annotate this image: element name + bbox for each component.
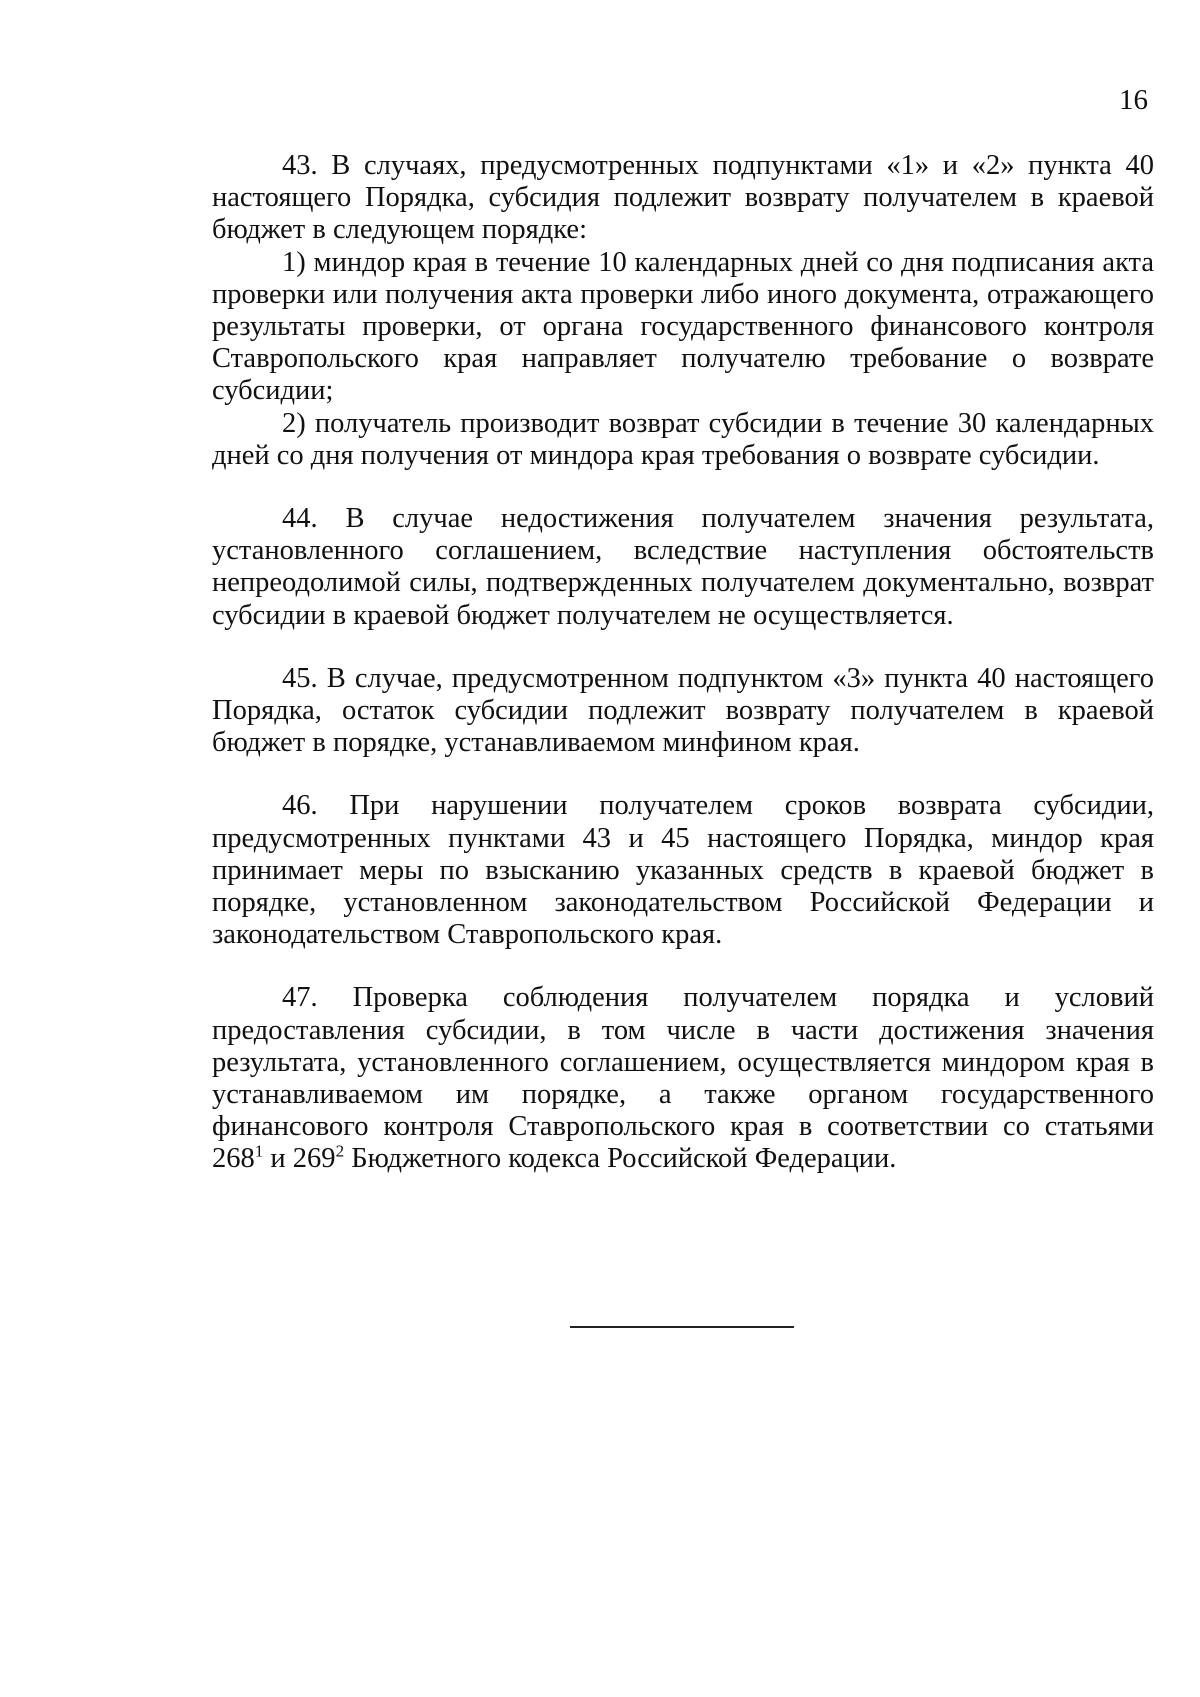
paragraph-45: 45. В случае, предусмотренном подпунктом «3» пункта 40 настоящего Порядка, остаток субсидии подлежит возврату получателем в краевой бюджет в порядке, устанавливаемом минфином края. (212, 662, 1154, 759)
paragraph-43-item-1: 1) миндор края в течение 10 календарных дней со дня подписания акта проверки или получения акта проверки либо иного документа, отражающего результаты проверки, от органа государственного финансового контроля Ставропольского края направляет получателю требование о возврате субсидии; (212, 246, 1154, 407)
paragraph-44: 44. В случае недостижения получателем значения результата, установленного соглашением, вследствие наступления обстоятельств непреодолимой силы, подтвержденных получателем документально, возврат субсидии в краевой бюджет получателем не осуществляется. (212, 503, 1154, 631)
end-separator-line (570, 1326, 794, 1328)
paragraph-47-text-middle: и 269 (263, 1143, 336, 1175)
paragraph-47-text-before: 47. Проверка соблюдения получателем порядка и условий предоставления субсидии, в том числе в части достижения значения результата, установленного соглашением, осуществляется миндором края в устанавливаемом им порядке, а также органом государственного финансового контроля Ставропольского края в соответствии со статьями 268 (212, 982, 1154, 1175)
paragraph-43-item-2: 2) получатель производит возврат субсидии в течение 30 календарных дней со дня получения от миндора края требования о возврате субсидии. (212, 407, 1154, 471)
page-number: 16 (1119, 84, 1148, 116)
document-body (212, 150, 1154, 1176)
paragraph-47-text-after: Бюджетного кодекса Российской Федерации. (344, 1143, 897, 1175)
paragraph-47 (212, 982, 1154, 1175)
superscript-269: 2 (335, 1141, 345, 1161)
paragraph-43: 43. В случаях, предусмотренных подпунктами «1» и «2» пункта 40 настоящего Порядка, субсидия подлежит возврату получателем в краевой бюджет в следующем порядке: (212, 150, 1154, 246)
superscript-268: 1 (254, 1141, 264, 1161)
paragraph-46: 46. При нарушении получателем сроков возврата субсидии, предусмотренных пунктами 43 и 45 настоящего Порядка, миндор края принимает меры по взысканию указанных средств в краевой бюджет в порядке, установленном законодательством Российской Федерации и законодательством Ставропольского края. (212, 790, 1154, 951)
